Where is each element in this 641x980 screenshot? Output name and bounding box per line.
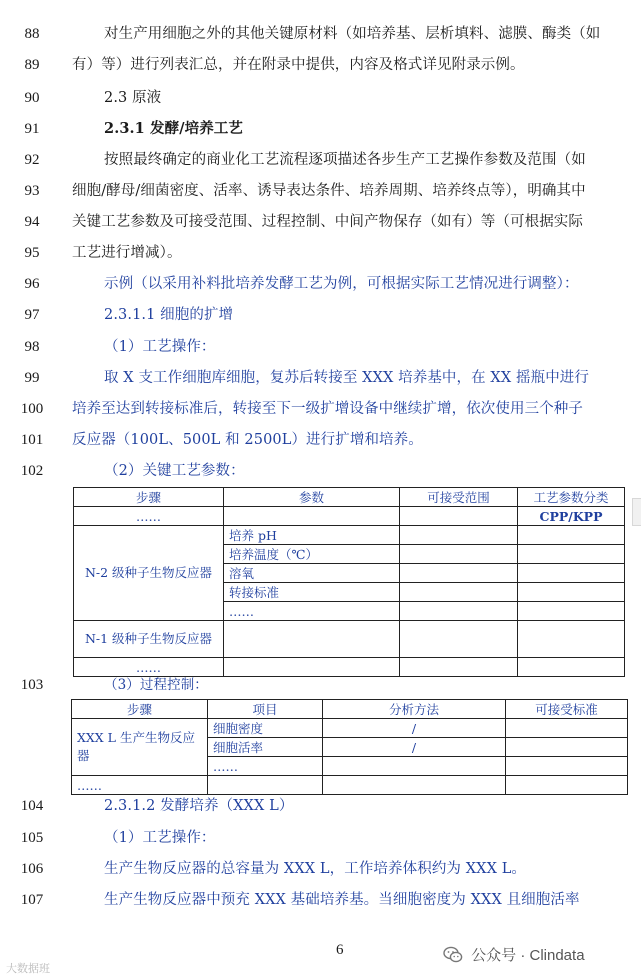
table-cell [400,621,518,658]
table-cell: 培养温度（℃） [224,545,400,564]
line-number: 97 [24,307,40,323]
example-text: 取 X 支工作细胞库细胞，复苏后转接至 XXX 培养基中，在 XX 摇瓶中进行 [104,370,589,386]
table-cell [518,526,625,545]
line-99 [0,366,641,390]
table-cell: N-1 级种子生物反应器 [74,621,224,658]
line-96 [0,272,641,296]
page-number: 6 [336,942,344,958]
table-cell: 细胞密度 [208,719,323,738]
table-cell [224,621,400,658]
wechat-icon [443,947,471,964]
table-cell [506,738,628,757]
line-number: 91 [24,121,40,137]
line-number: 89 [24,57,40,73]
table-cell: …… [208,757,323,776]
table-cell: 培养 pH [224,526,400,545]
table-cell [323,757,506,776]
line-number: 102 [20,463,44,479]
line-89 [0,53,641,77]
table-cell: / [323,719,506,738]
example-text: 反应器（100L、500L 和 2500L）进行扩增和培养。 [72,432,423,448]
table-header-row [72,700,628,719]
line-number: 96 [24,276,40,292]
header-parameter: 参数 [224,488,400,507]
table-cell: CPP/KPP [518,507,625,526]
table-header-row [74,488,625,507]
line-text: 关键工艺参数及可接受范围、过程控制、中间产物保存（如有）等（可根据实际 [72,214,583,230]
header-classification: 工艺参数分类 [518,488,625,507]
table-cell: 转接标准 [224,583,400,602]
line-91 [0,117,641,141]
line-number: 93 [24,183,40,199]
line-107 [0,888,641,912]
table-cell [400,564,518,583]
line-number: 106 [20,861,44,877]
example-text: （1）工艺操作： [104,339,216,355]
header-criteria: 可接受标准 [506,700,628,719]
table-row [74,526,625,545]
line-number: 95 [24,245,40,261]
header-step: 步骤 [72,700,208,719]
line-number: 101 [20,432,44,448]
table-cell [323,776,506,795]
line-number: 107 [20,892,44,908]
example-text: （3）过程控制： [104,677,208,693]
table-cell [518,621,625,658]
table-cell: …… [74,658,224,677]
table-cell: …… [224,602,400,621]
line-text: 工艺进行增减）。 [72,245,182,261]
corner-watermark: 大数据班 [6,963,50,975]
table-cell [224,507,400,526]
table-row [74,507,625,526]
watermark-text: 公众号 · Clindata [471,947,585,964]
table-cell [518,583,625,602]
table-cell [506,776,628,795]
line-text: 细胞/酵母/细菌密度、活率、诱导表达条件、培养周期、培养终点等），明确其中 [72,183,586,199]
line-90 [0,86,641,110]
header-range: 可接受范围 [400,488,518,507]
line-number: 88 [24,26,40,42]
section-heading: 2.3 原液 [104,90,162,106]
line-number: 99 [24,370,40,386]
line-94 [0,210,641,234]
table-cell: N-2 级种子生物反应器 [74,526,224,621]
line-number: 104 [20,798,44,814]
line-97 [0,303,641,327]
line-number: 100 [20,401,44,417]
line-106 [0,857,641,881]
table-cell [208,776,323,795]
example-text: 培养至达到转接标准后，转接至下一级扩增设备中继续扩增，依次使用三个种子 [72,401,583,417]
line-number: 92 [24,152,40,168]
line-number: 103 [20,677,44,693]
header-step: 步骤 [74,488,224,507]
line-102 [0,459,641,483]
line-101 [0,428,641,452]
side-scroll-tab[interactable] [632,498,641,526]
process-control-table [71,699,628,795]
table-cell: / [323,738,506,757]
table-cell [506,719,628,738]
table-cell: 溶氧 [224,564,400,583]
table-cell [400,545,518,564]
line-92 [0,148,641,172]
table-row [72,719,628,738]
line-number: 105 [20,830,44,846]
line-98 [0,335,641,359]
line-number: 94 [24,214,40,230]
header-method: 分析方法 [323,700,506,719]
table-cell: 细胞活率 [208,738,323,757]
example-note: 示例（以采用补料批培养发酵工艺为例，可根据实际工艺情况进行调整）： [104,276,579,292]
line-103 [0,673,641,697]
line-105 [0,826,641,850]
table-cell [400,602,518,621]
key-parameters-table [73,487,625,677]
table-cell [400,526,518,545]
line-100 [0,397,641,421]
table-cell [518,545,625,564]
table-cell [518,602,625,621]
example-text: 生产生物反应器中预充 XXX 基础培养基。当细胞密度为 XXX 且细胞活率 [104,892,580,908]
table-row [72,776,628,795]
line-text: 按照最终确定的商业化工艺流程逐项描述各步生产工艺操作参数及范围（如 [104,152,586,168]
example-text: 生产生物反应器的总容量为 XXX L，工作培养体积约为 XXX L。 [104,861,527,877]
line-number: 90 [24,90,40,106]
example-heading: 2.3.1.2 发酵培养（XXX L） [104,798,294,814]
example-text: （1）工艺操作： [104,830,216,846]
table-cell: …… [74,507,224,526]
table-cell [400,583,518,602]
table-cell: …… [72,776,208,795]
example-text: （2）关键工艺参数： [104,463,245,479]
line-number: 98 [24,339,40,355]
line-88 [0,22,641,46]
line-text: 对生产用细胞之外的其他关键原材料（如培养基、层析填料、滤膜、酶类（如 [104,26,601,42]
line-95 [0,241,641,265]
table-cell [506,757,628,776]
line-text: 有）等）进行列表汇总，并在附录中提供，内容及格式详见附录示例。 [72,57,525,73]
wechat-watermark [443,944,585,965]
table-cell [518,564,625,583]
line-104 [0,794,641,818]
example-heading: 2.3.1.1 细胞的扩增 [104,307,234,323]
line-93 [0,179,641,203]
header-item: 项目 [208,700,323,719]
table-row [74,621,625,658]
table-cell: XXX L 生产生物反应器 [72,719,208,776]
table-cell [400,507,518,526]
subsection-heading: 2.3.1 发酵/培养工艺 [104,120,244,137]
